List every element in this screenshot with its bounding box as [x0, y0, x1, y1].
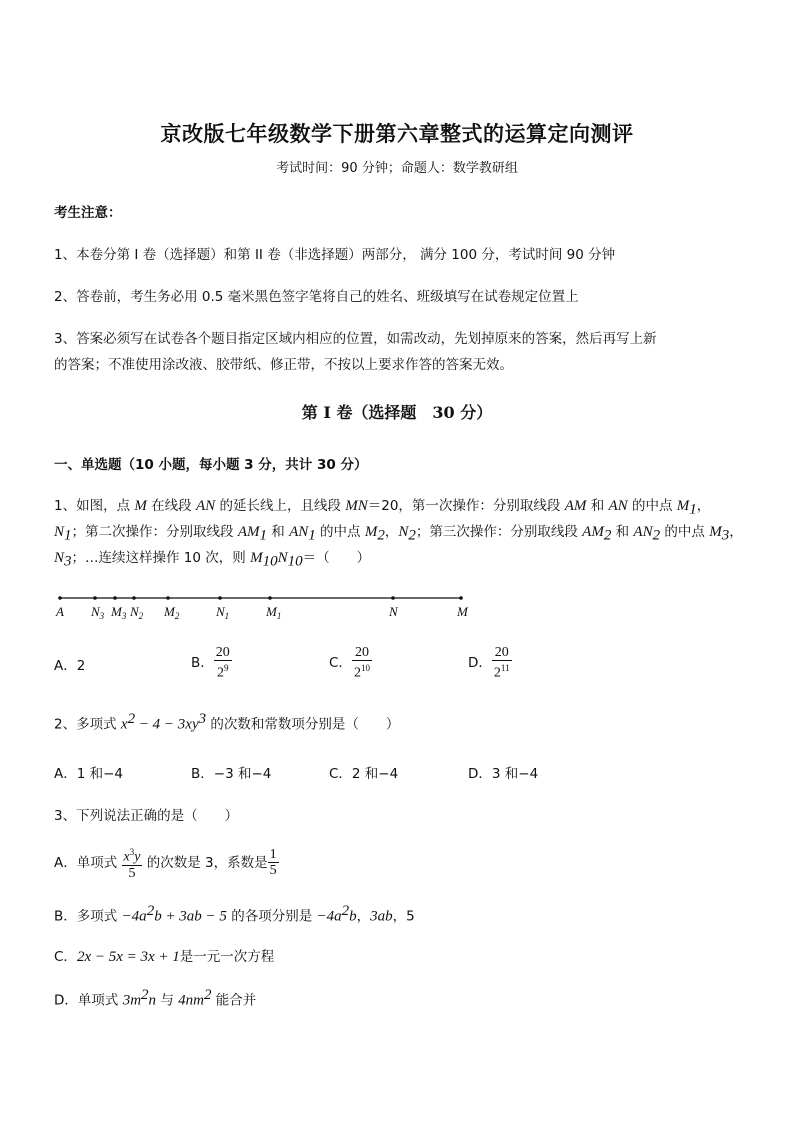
q1-line-2: $N_1$；第二次操作：分别取线段 $AM_1$ 和 $AN_1$ 的中点 $M_2$，$N_2$；第三次操作：分别取线段 $AM_2$ 和 $AN_2$ 的中点 $M_3$， [54, 524, 743, 544]
point-a [58, 596, 62, 600]
q3-option-d[interactable]: D．单项式 $3m^2n$ 与 $4nm^2$ 能合并 [54, 987, 257, 1009]
q3-stem: 3、下列说法正确的是（ ） [54, 808, 239, 824]
exam-title: 京改版七年级数学下册第六章整式的运算定向测评 [160, 121, 634, 146]
q2-stem: 2、多项式 $x^2 - 4 - 3xy^3$ 的次数和常数项分别是（ ） [54, 711, 400, 733]
q2-option-c[interactable]: C．2 和−4 [329, 766, 399, 782]
q1-line-3: $N_3$；…连续这样操作 10 次，则 $M_{10}N_{10}=$（ ） [54, 550, 371, 570]
q1-option-c[interactable]: C． $\frac{20}{2^{10}}$ [329, 645, 370, 681]
q1-option-a[interactable]: A．2 [54, 658, 86, 674]
notice-item-3-cont: 的答案；不准使用涂改液、胶带纸、修正带，不按以上要求作答的答案无效。 [54, 357, 513, 373]
notice-heading: 考生注意： [54, 205, 122, 221]
q1-line-1: 1、如图，点 M 在线段 AN 的延长线上，且线段 MN＝20，第一次操作：分别取线段 AM 和 AN 的中点 $M_1$， [54, 498, 711, 518]
q1-option-d[interactable]: D． $\frac{20}{2^{11}}$ [468, 645, 510, 681]
section-title: 第 I 卷（选择题 30 分） [301, 403, 493, 422]
point-m2 [166, 596, 170, 600]
notice-item-1: 1、本卷分第 I 卷（选择题）和第 II 卷（非选择题）两部分， 满分 100 分，考试时间 90 分钟 [54, 247, 616, 263]
point-label-m3: $M_3$ [111, 604, 127, 621]
point-label-n3: $N_3$ [91, 604, 105, 621]
point-label-n: N [389, 604, 398, 619]
point-label-n2: $N_2$ [130, 604, 144, 621]
notice-item-2: 2、答卷前，考生务必用 0.5 毫米黑色签字笔将自己的姓名、班级填写在试卷规定位置上 [54, 289, 579, 305]
q1-option-b[interactable]: B． $\frac{20}{2^9}$ [191, 645, 230, 681]
q2-option-a[interactable]: A．1 和−4 [54, 766, 124, 782]
point-n2 [132, 596, 136, 600]
point-m [459, 596, 463, 600]
q2-option-b[interactable]: B．−3 和−4 [191, 766, 272, 782]
q3-option-b[interactable]: B．多项式 $-4a^2b + 3ab - 5$ 的各项分别是 $-4a^2b$，3ab，5 [54, 903, 415, 925]
q3-option-a[interactable]: A．单项式 $\frac{x^3y}{5}$ 的次数是 3，系数是 $\frac{1}{5}$ [54, 847, 277, 881]
point-n [391, 596, 395, 600]
q3-option-c[interactable]: C．2x − 5x = 3x + 1是一元一次方程 [54, 949, 275, 965]
q1-segment-figure [50, 588, 480, 624]
point-n3 [93, 596, 97, 600]
point-m3 [113, 596, 117, 600]
point-label-m1: $M_1$ [266, 604, 282, 621]
point-m1 [268, 596, 272, 600]
part-title: 一、单选题（10 小题，每小题 3 分，共计 30 分） [54, 457, 368, 473]
point-label-n1: $N_1$ [216, 604, 230, 621]
point-n1 [218, 596, 222, 600]
point-label-m2: $M_2$ [164, 604, 180, 621]
notice-item-3: 3、答案必须写在试卷各个题目指定区域内相应的位置，如需改动，先划掉原来的答案，然后再写上新 [54, 331, 657, 347]
point-label-m: M [457, 604, 468, 619]
point-label-a: A [56, 604, 64, 619]
q2-option-d[interactable]: D．3 和−4 [468, 766, 539, 782]
exam-subtitle: 考试时间：90 分钟；命题人：数学教研组 [276, 161, 518, 176]
